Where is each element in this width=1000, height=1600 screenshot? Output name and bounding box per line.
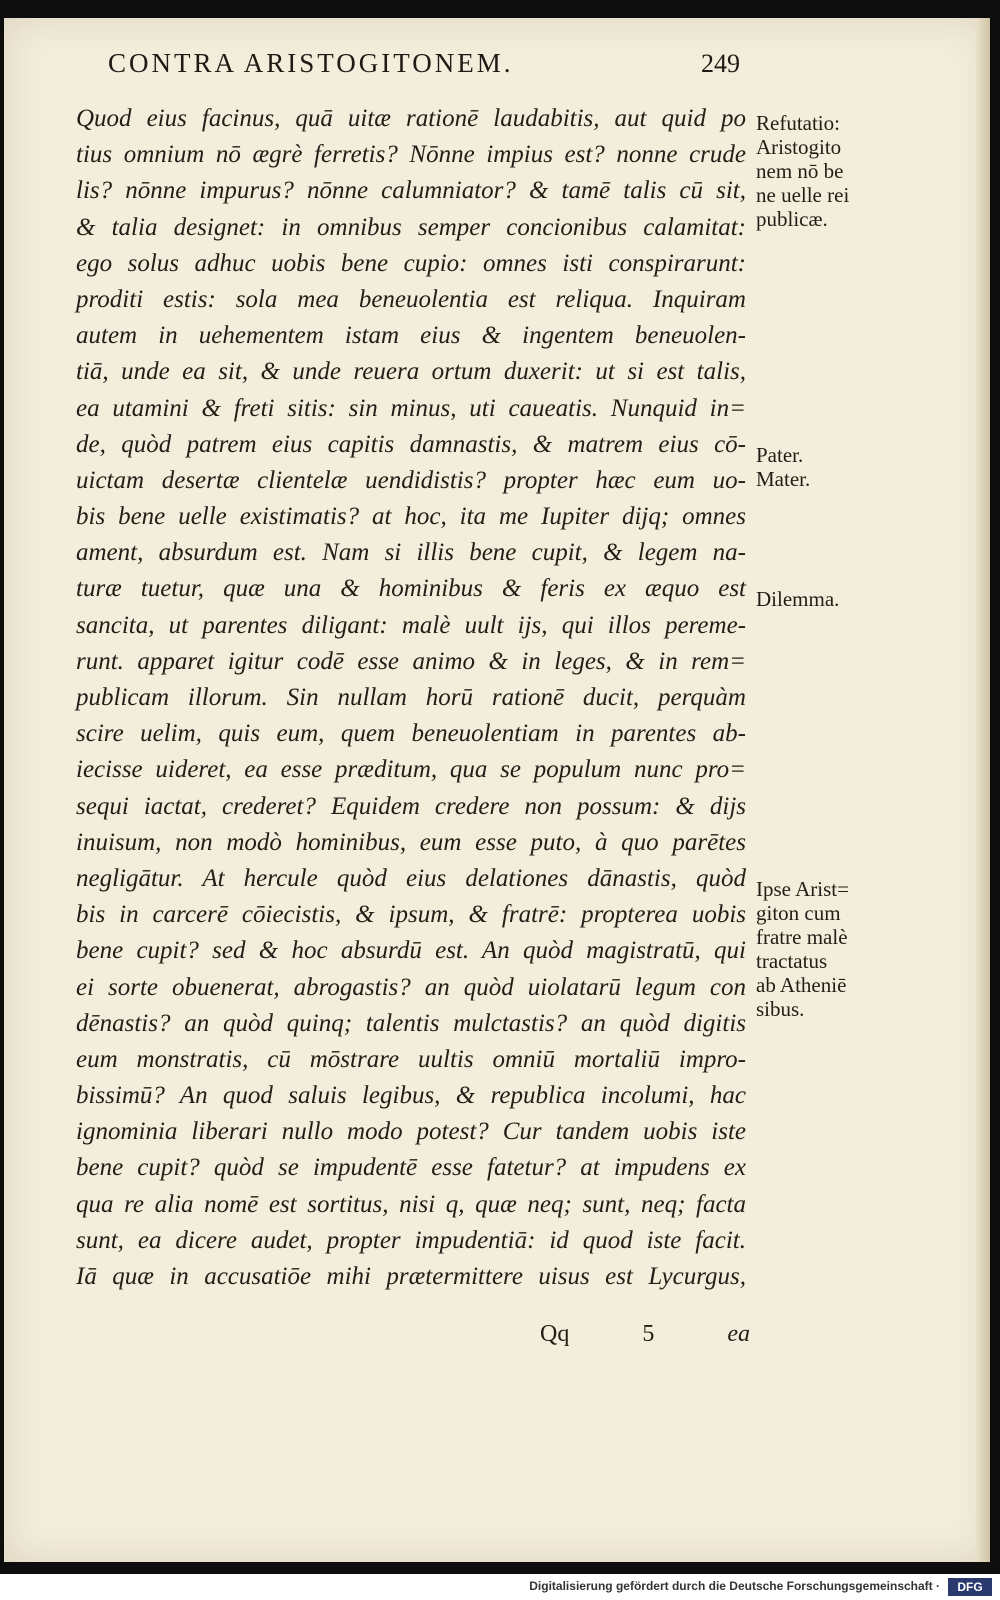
running-head <box>108 48 748 84</box>
text-line: dēnastis? an quòd quinq; talentis mulctastis? an quòd digitis <box>76 1009 746 1037</box>
margin-note-refutatio: Refutatio: Aristogito nem nō be ne uelle rei publicæ. <box>756 111 850 231</box>
text-line: uictam desertæ clientelæ uendidistis? propter hæc eum uo- <box>76 466 746 494</box>
running-title: CONTRA ARISTOGITONEM. <box>108 48 514 78</box>
text-line: sancita, ut parentes diligant: malè uult ijs, qui illos pereme- <box>76 611 746 639</box>
text-line: negligātur. At hercule quòd eius delationes dānastis, quòd <box>76 864 746 892</box>
text-line: ignominia liberari nullo modo potest? Cur tandem uobis iste <box>76 1118 746 1146</box>
text-line: runt. apparet igitur codē esse animo & in leges, & in rem= <box>76 647 746 675</box>
signature-mark: Qq <box>540 1321 570 1347</box>
text-line: tius omnium nō ægrè ferretis? Nōnne impius est? nonne crude <box>76 141 746 169</box>
text-line: qua re alia nomē est sortitus, nisi q, quæ neq; sunt, neq; facta <box>76 1190 746 1218</box>
text-line: Quod eius facinus, quā uitæ rationē laudabitis, aut quid po <box>76 105 746 132</box>
text-line: bis bene uelle existimatis? at hoc, ita me Iupiter dijq; omnes <box>76 503 746 531</box>
dfg-logo: DFG <box>948 1578 992 1596</box>
text-line: & talia designet: in omnibus semper concionibus calamitat: <box>76 213 746 241</box>
margin-note-pater-mater: Pater. Mater. <box>756 443 811 491</box>
text-line: sunt, ea dicere audet, propter impudentiā: id quod iste facit. <box>76 1226 746 1254</box>
text-line: publicam illorum. Sin nullam horū rationē ducit, perquàm <box>76 684 746 711</box>
text-line: de, quòd patrem eius capitis damnastis, & matrem eius cō- <box>76 430 746 458</box>
page-edge <box>976 18 990 1562</box>
text-line: bene cupit? sed & hoc absurdū est. An quòd magistratū, qui <box>76 937 746 965</box>
text-line: ea utamini & freti sitis: sin minus, uti caueatis. Nunquid in= <box>76 394 746 422</box>
catchword: ea <box>727 1321 750 1347</box>
footer-credit: Digitalisierung gefördert durch die Deutsche Forschungsgemeinschaft · <box>529 1579 940 1593</box>
text-line: Iā quæ in accusatiōe mihi prætermittere uisus est Lycurgus, <box>76 1263 746 1290</box>
text-line: tiā, unde ea sit, & unde reuera ortum duxerit: ut si est talis, <box>76 358 746 386</box>
margin-note-aristogiton: Ipse Arist= giton cum fratre malè tractatus ab Atheniē sibus. <box>756 877 849 1021</box>
text-line: eum monstratis, cū mōstrare uultis omniū mortaliū impro- <box>76 1045 746 1073</box>
text-line: scire uelim, quis eum, quem beneuolentiam in parentes ab- <box>76 720 746 748</box>
text-line: iecisse uideret, ea esse præditum, qua se populum nunc pro= <box>76 756 746 784</box>
text-line: bissimū? An quod saluis legibus, & republica incolumi, hac <box>76 1082 746 1110</box>
text-line: ei sorte obuenerat, abrogastis? an quòd uiolatarū legum con <box>76 973 746 1001</box>
signature-number: 5 <box>642 1321 655 1347</box>
text-line: bene cupit? quòd se impudentē esse fatetur? at impudens ex <box>76 1154 746 1182</box>
text-line: lis? nōnne impurus? nōnne calumniator? & tamē talis cū sit, <box>76 177 746 205</box>
text-line: inuisum, non modò hominibus, eum esse puto, à quo parētes <box>76 828 746 856</box>
text-line: turæ tuetur, quæ una & hominibus & feris ex æquo est <box>76 575 746 603</box>
text-line: autem in uehementem istam eius & ingentem beneuolen- <box>76 322 746 350</box>
page-number: 249 <box>701 49 740 78</box>
text-line: sequi iactat, crederet? Equidem credere non possum: & dijs <box>76 792 746 820</box>
text-line: bis in carcerē cōiecistis, & ipsum, & fratrē: propterea uobis <box>76 901 746 929</box>
text-line: proditi estis: sola mea beneuolentia est reliqua. Inquiram <box>76 285 746 313</box>
text-line: ament, absurdum est. Nam si illis bene cupit, & legem na- <box>76 539 746 567</box>
text-line: ego solus adhuc uobis bene cupio: omnes isti conspirarunt: <box>76 249 746 277</box>
footer-bar <box>0 1574 1000 1600</box>
catchwords <box>540 1321 750 1357</box>
body-text <box>76 101 746 1295</box>
margin-note-dilemma: Dilemma. <box>756 587 840 611</box>
